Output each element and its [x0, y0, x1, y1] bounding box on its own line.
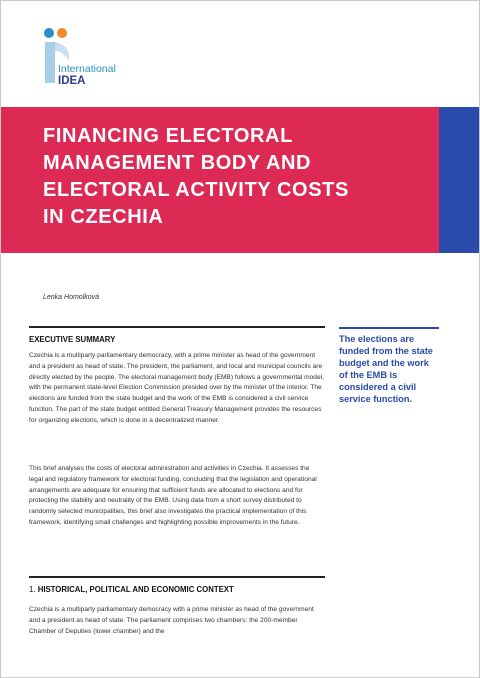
pull-quote: The elections are funded from the state budget and the work of the EMB is considered a civil service function.: [339, 334, 433, 404]
document-title: [43, 123, 413, 231]
summary-paragraph: This brief analyses the costs of electoral administration and activities in Czechia. It assesses the legal and regulatory framework for electoral funding, concluding that the legislation and operational arrangements are adequate for ensuring that sufficient funds are allocated to elections and for protecting the stability and neutrality of the EMB. Using data from a short survey distributed to randomly selected municipalities, this brief also investigates the practical implementation of this framework, identifying small challenges and highlighting possible improvements in the future.: [29, 465, 317, 526]
international-idea-logo: [43, 27, 133, 91]
section-1-paragraph: Czechia is a multiparty parliamentary democracy with a prime minister as head of the government and a president as head of state. The parliament comprises two chambers: the 200-member Chamber of Deputies (lower chamber) and the: [29, 606, 314, 635]
section-title: HISTORICAL, POLITICAL AND ECONOMIC CONTEXT: [37, 585, 234, 594]
logo-line-idea: IDEA: [58, 75, 86, 87]
title-banner-side-block: [439, 107, 480, 253]
title-line: ELECTORAL ACTIVITY COSTS: [43, 179, 349, 201]
section-rule: [29, 576, 325, 578]
author-name: Lenka Homolková: [43, 294, 100, 301]
logo-wordmark: [58, 63, 116, 87]
section-1-heading: [29, 585, 234, 594]
title-line: MANAGEMENT BODY AND: [43, 152, 312, 174]
title-line: IN CZECHIA: [43, 206, 164, 228]
section-number: 1.: [29, 585, 36, 594]
summary-paragraph: Czechia is a multiparty parliamentary democracy, with a prime minister as head of the government and a president as head of state. The president, the parliament, and local and municipal councils are directly elected by the people. The electoral management body (EMB) follows a governmental model, with the permanent state-level Election Commission presided over by the minister of the interior. The elections are funded from the state budget and the work of the EMB is considered a civil service function. The part of the state budget entitled General Treasury Management provides the resources for organizing elections, which is done in a decentralized manner.: [29, 352, 324, 424]
logo-line-international: International: [58, 63, 116, 75]
pull-quote-rule: [339, 327, 439, 329]
executive-summary-heading: EXECUTIVE SUMMARY: [29, 335, 116, 344]
title-line: FINANCING ELECTORAL: [43, 125, 293, 147]
section-rule: [29, 326, 325, 328]
